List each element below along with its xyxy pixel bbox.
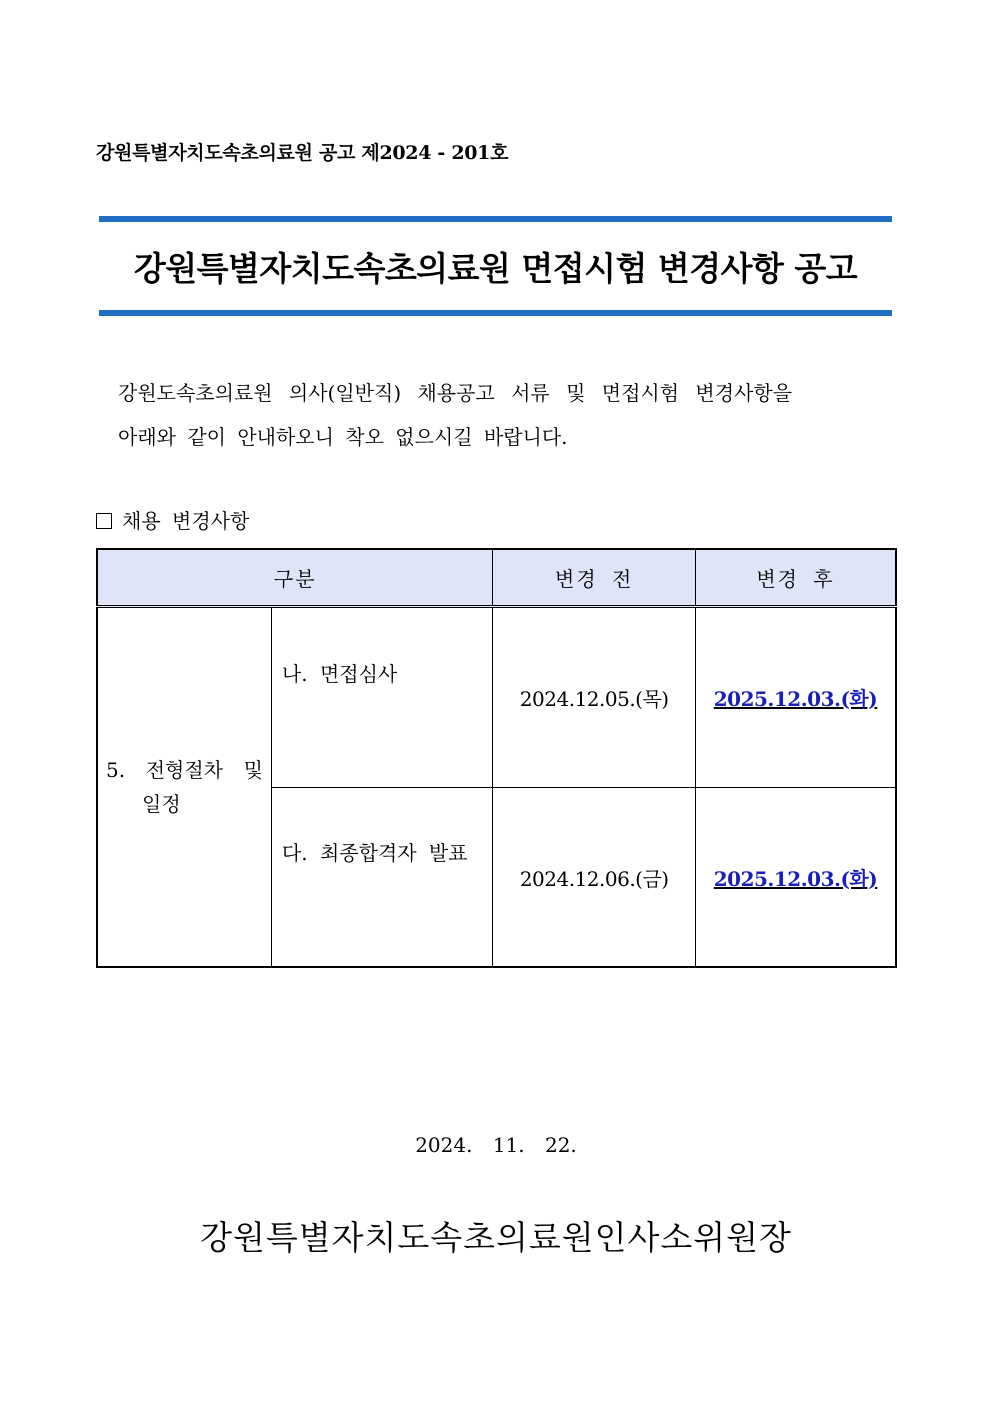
issue-date: 2024. 11. 22.	[415, 1133, 577, 1157]
page-title: 강원특별자치도속초의료원 면접시험 변경사항 공고	[133, 249, 858, 288]
category-word-1: 전형절차	[145, 758, 223, 782]
notice-number: 강원특별자치도속초의료원 공고 제2024 - 201호	[96, 142, 509, 164]
intro-line-2: 아래와 같이 안내하오니 착오 없으시길 바랍니다.	[118, 425, 568, 449]
title-bottom-rule	[99, 310, 892, 316]
section-heading	[96, 505, 249, 534]
category-cell	[97, 607, 271, 968]
title-top-rule	[99, 216, 892, 222]
header-before: 변경 전	[493, 549, 696, 607]
changes-table	[96, 548, 897, 968]
header-category: 구분	[97, 549, 493, 607]
category-line-2: 일정	[142, 792, 181, 816]
after-date-text: 2025.12.03.(화)	[713, 866, 878, 891]
before-date-cell: 2024.12.05.(목)	[493, 607, 696, 788]
category-word-2: 및	[243, 758, 263, 782]
header-after: 변경 후	[695, 549, 896, 607]
category-line-1	[106, 753, 263, 787]
item-cell: 다. 최종합격자 발표	[271, 788, 493, 968]
before-date-cell: 2024.12.06.(금)	[493, 788, 696, 968]
square-bullet-icon	[96, 513, 112, 529]
intro-line-1: 강원도속초의료원 의사(일반직) 채용공고 서류 및 면접시험 변경사항을	[118, 381, 793, 405]
signature: 강원특별자치도속초의료원인사소위원장	[200, 1218, 792, 1257]
after-date-text: 2025.12.03.(화)	[713, 687, 878, 711]
table-row	[97, 607, 896, 788]
item-cell: 나. 면접심사	[271, 607, 493, 788]
category-number: 5.	[106, 758, 126, 782]
section-heading-label: 채용 변경사항	[122, 509, 250, 533]
table-header-row	[97, 549, 896, 607]
after-date-cell	[695, 607, 896, 788]
after-date-cell	[695, 788, 896, 968]
